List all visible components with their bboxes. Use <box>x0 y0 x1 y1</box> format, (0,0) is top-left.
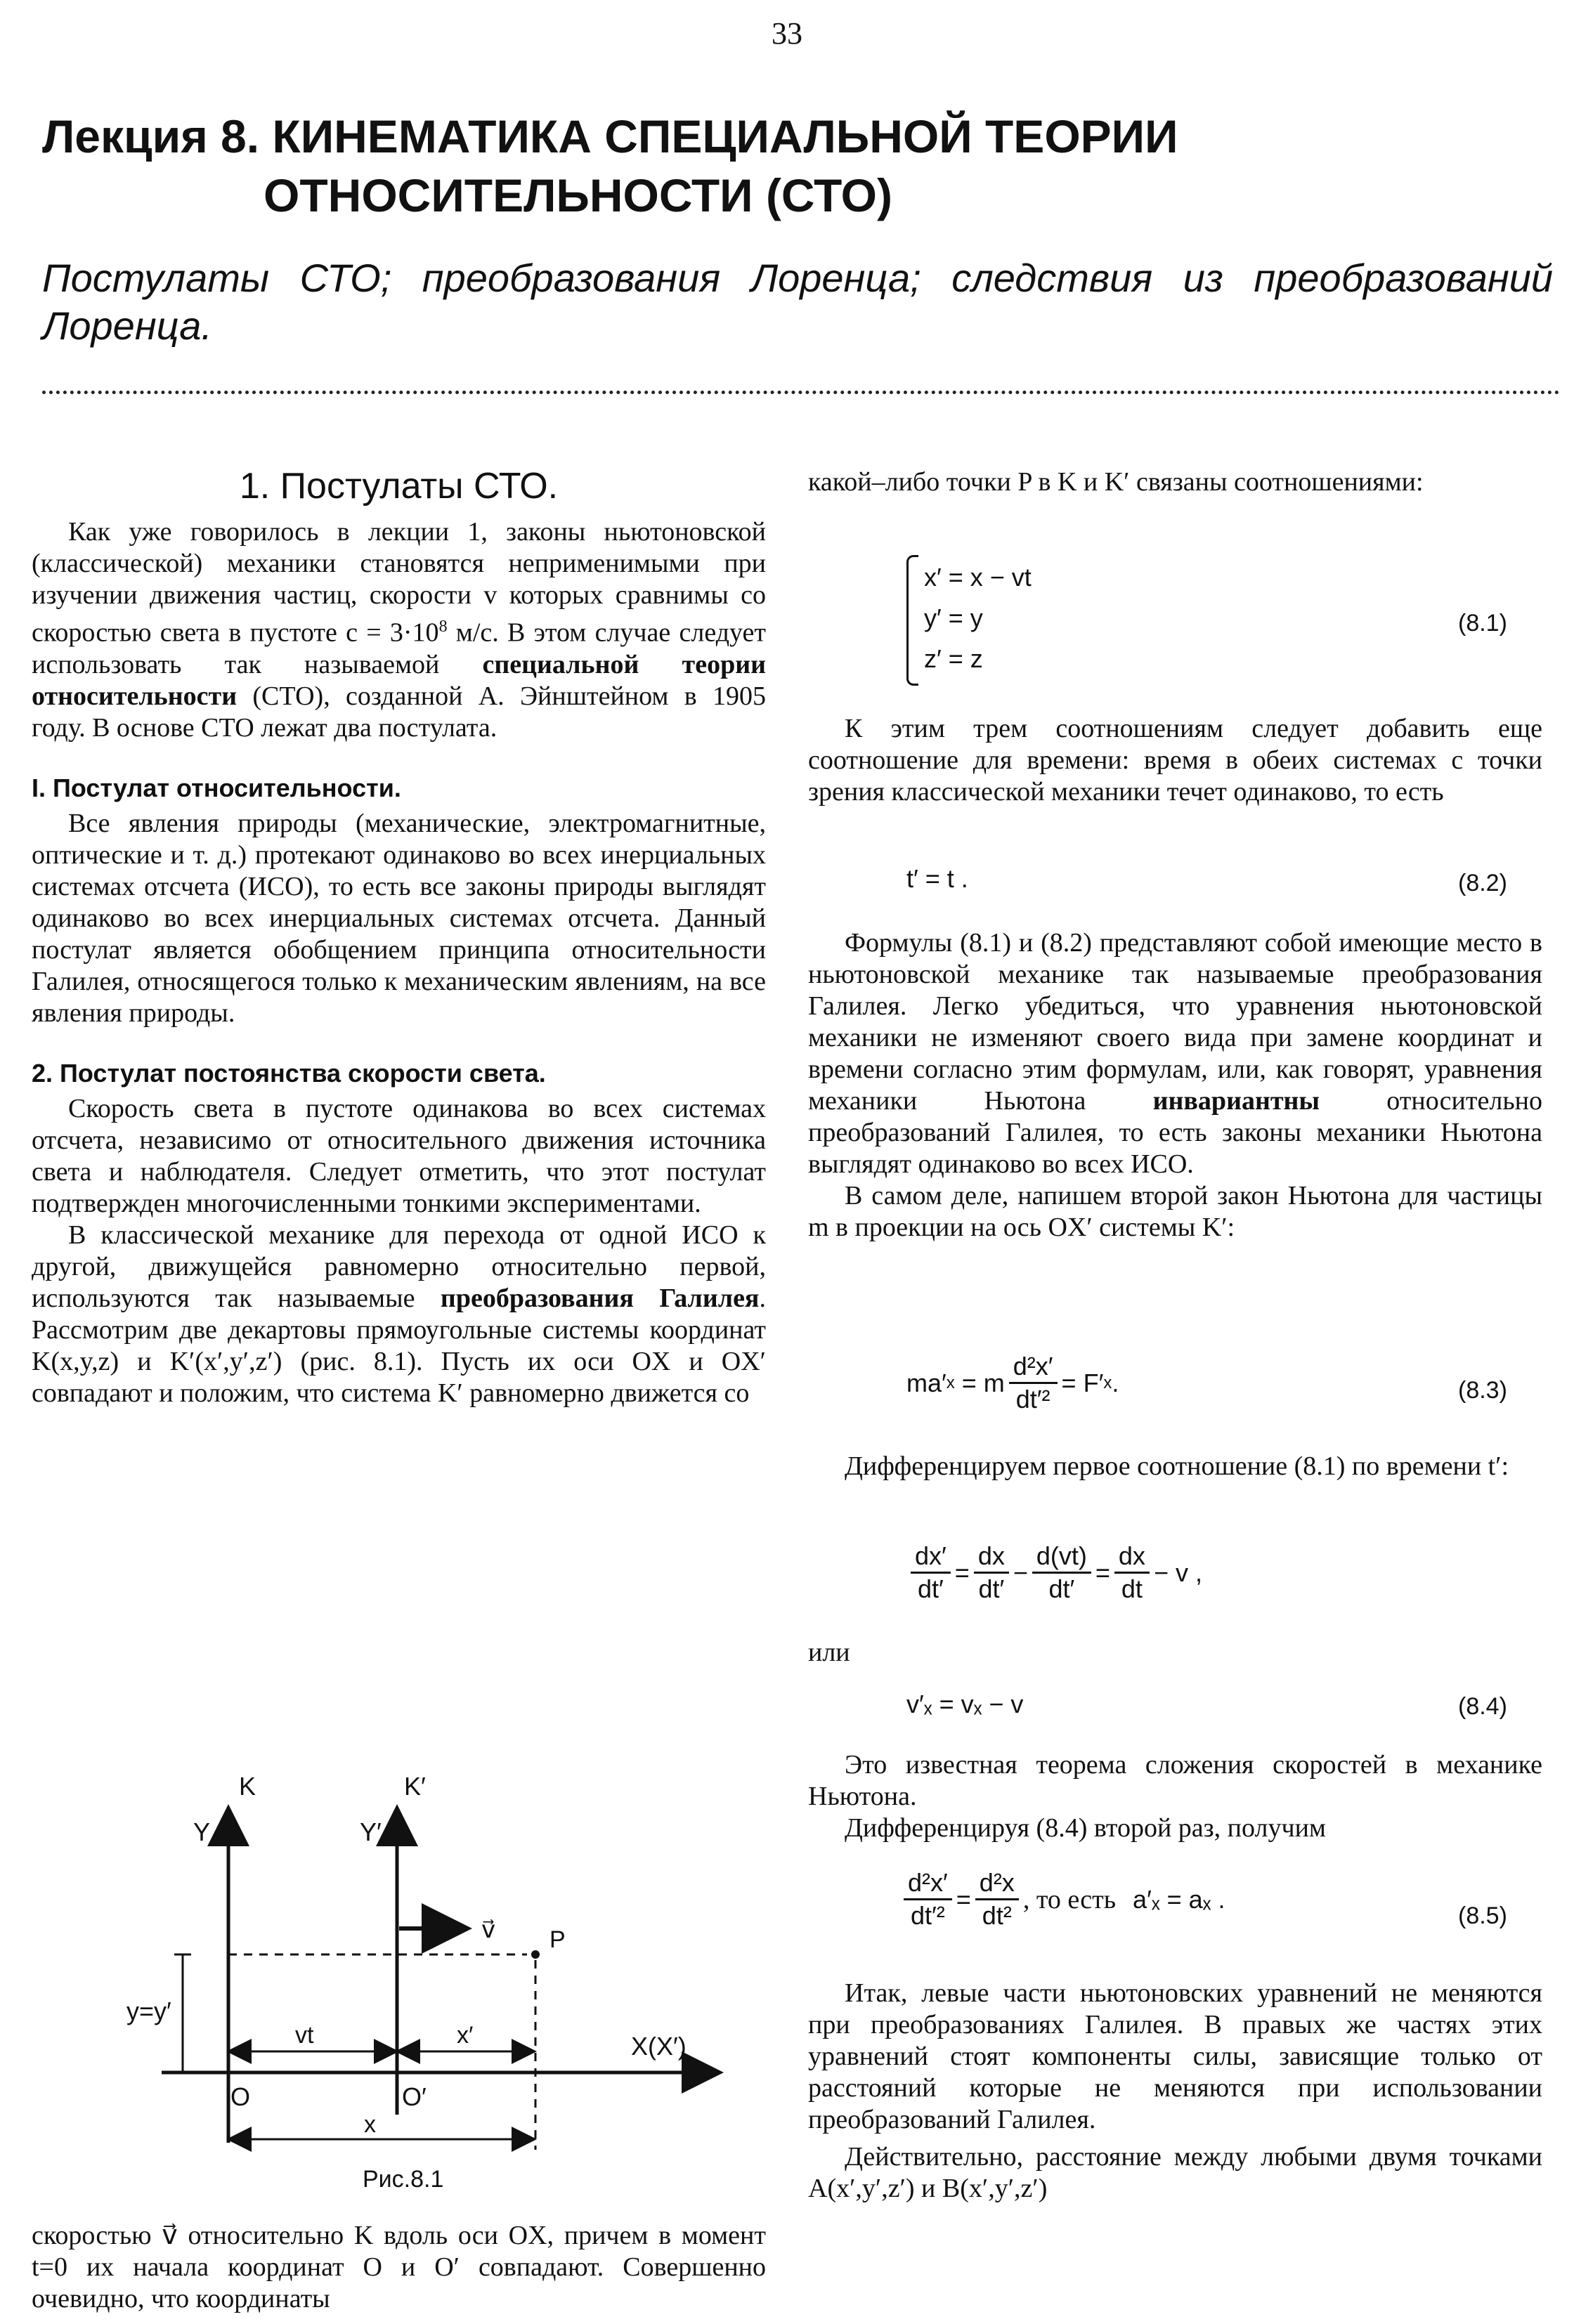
eq83-lhs-sub: x <box>946 1373 955 1392</box>
galileo-paragraph <box>32 1220 766 1409</box>
figure-caption: Рис.8.1 <box>363 2166 444 2193</box>
deq-eq2: = <box>1095 1558 1110 1587</box>
eq81-number: (8.1) <box>1458 610 1507 637</box>
point-p <box>531 1950 540 1959</box>
eq81-line3: z′ = z <box>924 644 983 673</box>
right-p5: Дифференцируем первое соотношение (8.1) по времени t′: <box>845 1451 1509 1481</box>
label-o-prime: O′ <box>402 2082 427 2111</box>
label-y-prime: Y′ <box>360 1817 382 1846</box>
label-o: O <box>230 2082 251 2111</box>
right-p8: Итак, левые части ньютоновских уравнений не меняются при преобразованиях Галилея. В правых же частях этих уравнений стоят компоненты силы, зависящие только от расстояний которые не меняются при использовании преобразований Галилея. <box>808 1978 1542 2134</box>
deq-f4-num: dx <box>1114 1542 1150 1574</box>
deq-f3-num: d(vt) <box>1032 1542 1091 1574</box>
equation-8-3 <box>906 1352 1119 1414</box>
intro-exponent: 8 <box>438 618 448 636</box>
right-p6-block <box>808 1749 1542 1844</box>
eq83-end: . <box>1112 1368 1119 1397</box>
intro-bold-term: специальной теории относительности <box>32 649 766 711</box>
figure-8-1 <box>105 1763 738 2199</box>
eq81-line1: x′ = x − vt <box>924 563 1032 592</box>
equation-8-1 <box>924 557 1032 679</box>
right-p1: какой–либо точки P в K и K′ связаны соотношениями: <box>808 467 1424 497</box>
right-p6: Это известная теорема сложения скоростей в механике Ньютона. <box>808 1750 1542 1811</box>
eq85-tail: a′ₓ = aₓ . <box>1133 1884 1225 1914</box>
deq-f2-num: dx <box>974 1542 1009 1574</box>
intro-text-end: (СТО), созданной А. Эйнштейном в 1905 году. В основе СТО лежат два постулата. <box>32 681 766 743</box>
eq85-frac2 <box>975 1869 1019 1930</box>
equation-8-5 <box>899 1869 1225 1930</box>
deq-eq1: = <box>954 1558 970 1587</box>
postulate2-text: Скорость света в пустоте одинакова во всех системах отсчета, независимо от относительного движения источника света и наблюдателя. Следует отметить, что этот постулат подтвержден многочисленными тонкими экспериментами. <box>32 1093 766 1218</box>
eq85-f1-num: d²x′ <box>904 1869 952 1900</box>
page-number: 33 <box>772 16 802 51</box>
deq-minus: − <box>1013 1558 1028 1587</box>
intro-text-a: Как уже говорилось в лекции 1, законы ньютоновской (классической) механики становятся неприменимыми при изучении движения частиц, скорости v которых сравнимы со скоростью света в пустоте <box>32 517 766 648</box>
right-p5-block <box>808 1451 1542 1482</box>
equation-8-4: v′ₓ = vₓ − v <box>906 1690 1024 1718</box>
or-word: или <box>808 1638 850 1667</box>
deq-f3-den: dt′ <box>1048 1574 1075 1603</box>
right-p8-block <box>808 1978 1542 2205</box>
right-p3-block <box>808 927 1542 1243</box>
left-column <box>32 466 766 1409</box>
label-x-axis: X(X′) <box>631 2032 687 2061</box>
section-heading: 1. Постулаты СТО. <box>239 466 559 507</box>
equation-8-2: t′ = t . <box>906 864 968 893</box>
right-p7: Дифференцируя (8.4) второй раз, получим <box>845 1813 1326 1843</box>
postulate1-heading: I. Постулат относительности. <box>32 773 401 802</box>
label-vt: vt <box>295 2022 314 2049</box>
dotted-separator <box>42 391 1560 394</box>
eq83-rhs-sub: x <box>1103 1373 1112 1392</box>
eq83-frac-den: dt′² <box>1015 1385 1051 1414</box>
eq83-lhs: ma′ <box>906 1368 947 1397</box>
label-y-eq: y=y′ <box>126 1997 171 2025</box>
eq84-number: (8.4) <box>1458 1693 1507 1720</box>
eq83-number: (8.3) <box>1458 1377 1507 1404</box>
label-v: v⃗ <box>481 1917 496 1943</box>
label-y: Y <box>193 1817 211 1846</box>
deq-f4-den: dt <box>1121 1574 1143 1603</box>
eq85-f2-num: d²x <box>975 1869 1019 1900</box>
right-p4: В самом деле, напишем второй закон Ньютона для частицы m в проекции на ось OX′ системы K′: <box>808 1181 1542 1242</box>
galileo-text-a: В классической механике для перехода от одной ИСО к другой, движущейся равномерно относительно первой, используются так называемые <box>32 1220 766 1313</box>
intro-paragraph <box>32 516 766 744</box>
label-p: P <box>549 1926 566 1953</box>
eq85-mid: , то есть <box>1022 1884 1117 1914</box>
eq83-m: = m <box>961 1368 1005 1397</box>
right-p3 <box>808 927 1542 1180</box>
after-figure-text: скоростью v⃗ относительно K вдоль оси OX, причем в момент t=0 их начала координат O и O′ совпадают. Совершенно очевидно, что координаты <box>32 2221 766 2313</box>
postulate2-heading: 2. Постулат постоянства скорости света. <box>32 1058 546 1088</box>
lecture-subtitle: Постулаты СТО; преобразования Лоренца; следствия из преобразований Лоренца. <box>42 256 1553 348</box>
label-x: x <box>364 2111 376 2138</box>
deq-frac4 <box>1114 1542 1150 1603</box>
deq-f1-num: dx′ <box>911 1542 951 1574</box>
eq83-frac-num: d²x′ <box>1009 1352 1058 1384</box>
eq85-frac1 <box>904 1869 952 1930</box>
galileo-bold-term: преобразования Галилея <box>440 1283 760 1313</box>
deq-frac3 <box>1032 1542 1091 1603</box>
p3-text-a: Формулы (8.1) и (8.2) представляют собой имеющие место в ньютоновской механике так называемые преобразования Галилея. Легко убедиться, что уравнения ньютоновской механики не изменяют своего вида при замене координат и времени согласно этим формулам, или, как говорят, уравнения механики Ньютона <box>808 928 1542 1116</box>
deq-frac1 <box>911 1542 951 1603</box>
p3-bold-term: инвариантны <box>1152 1086 1320 1116</box>
lecture-title-line1: Лекция 8. КИНЕМАТИКА СПЕЦИАЛЬНОЙ ТЕОРИИ <box>42 110 1178 162</box>
right-p9: Действительно, расстояние между любыми двумя точками A(x′,y′,z′) и B(x′,y′,z′) <box>808 2142 1542 2203</box>
label-x-prime: x′ <box>457 2022 474 2049</box>
deq-f1-den: dt′ <box>918 1574 944 1603</box>
right-p2-block <box>808 713 1542 808</box>
eq85-number: (8.5) <box>1458 1902 1507 1929</box>
deq-tail: − v , <box>1153 1558 1202 1587</box>
eq83-fraction <box>1009 1352 1058 1414</box>
derivative-equation <box>906 1542 1202 1603</box>
eq85-eq: = <box>956 1884 971 1914</box>
eq81-line2: y′ = y <box>924 603 983 632</box>
galileo-text-b: . Рассмотрим две декартовы прямоугольные системы координат K(x,y,z) и K′(x′,y′,z′) (рис. 8.1). Пусть их оси OX и OX′ совпадают и положим, что система K′ равномерно движется со <box>32 1283 766 1408</box>
intro-speed-of-light: c = 3·10 <box>346 618 439 648</box>
eq85-f2-den: dt² <box>982 1901 1012 1930</box>
deq-f2-den: dt′ <box>978 1574 1005 1603</box>
eq85-f1-den: dt′² <box>911 1901 945 1930</box>
system-brace <box>906 555 918 686</box>
left-column-bottom <box>32 2220 766 2315</box>
eq82-number: (8.2) <box>1458 870 1507 896</box>
lecture-title-line2: ОТНОСИТЕЛЬНОСТИ (СТО) <box>264 169 892 221</box>
label-k-prime: K′ <box>404 1772 426 1801</box>
intro-text-b: м/с. В этом случае следует использовать так называемой <box>32 618 766 679</box>
postulate1-text: Все явления природы (механические, электромагнитные, оптические и т. д.) протекают одинаково во всех инерциальных системах отсчета (ИСО), то есть все законы природы выглядят одинаково во всех инерциальных системах отсчета. Данный постулат является обобщением принципа относительности Галилея, относящегося только к механическим явлениям, на все явления природы. <box>32 808 766 1028</box>
right-column <box>808 466 1542 498</box>
label-k: K <box>239 1772 256 1801</box>
p3-text-b: относительно преобразований Галилея, то есть законы механики Ньютона выглядят одинаково во всех ИСО. <box>808 1086 1542 1179</box>
deq-frac2 <box>974 1542 1009 1603</box>
right-p2: К этим трем соотношениям следует добавить еще соотношение для времени: время в обеих системах с точки зрения классической механики течет одинаково, то есть <box>808 714 1542 807</box>
eq83-rhs: = F′ <box>1061 1368 1104 1397</box>
